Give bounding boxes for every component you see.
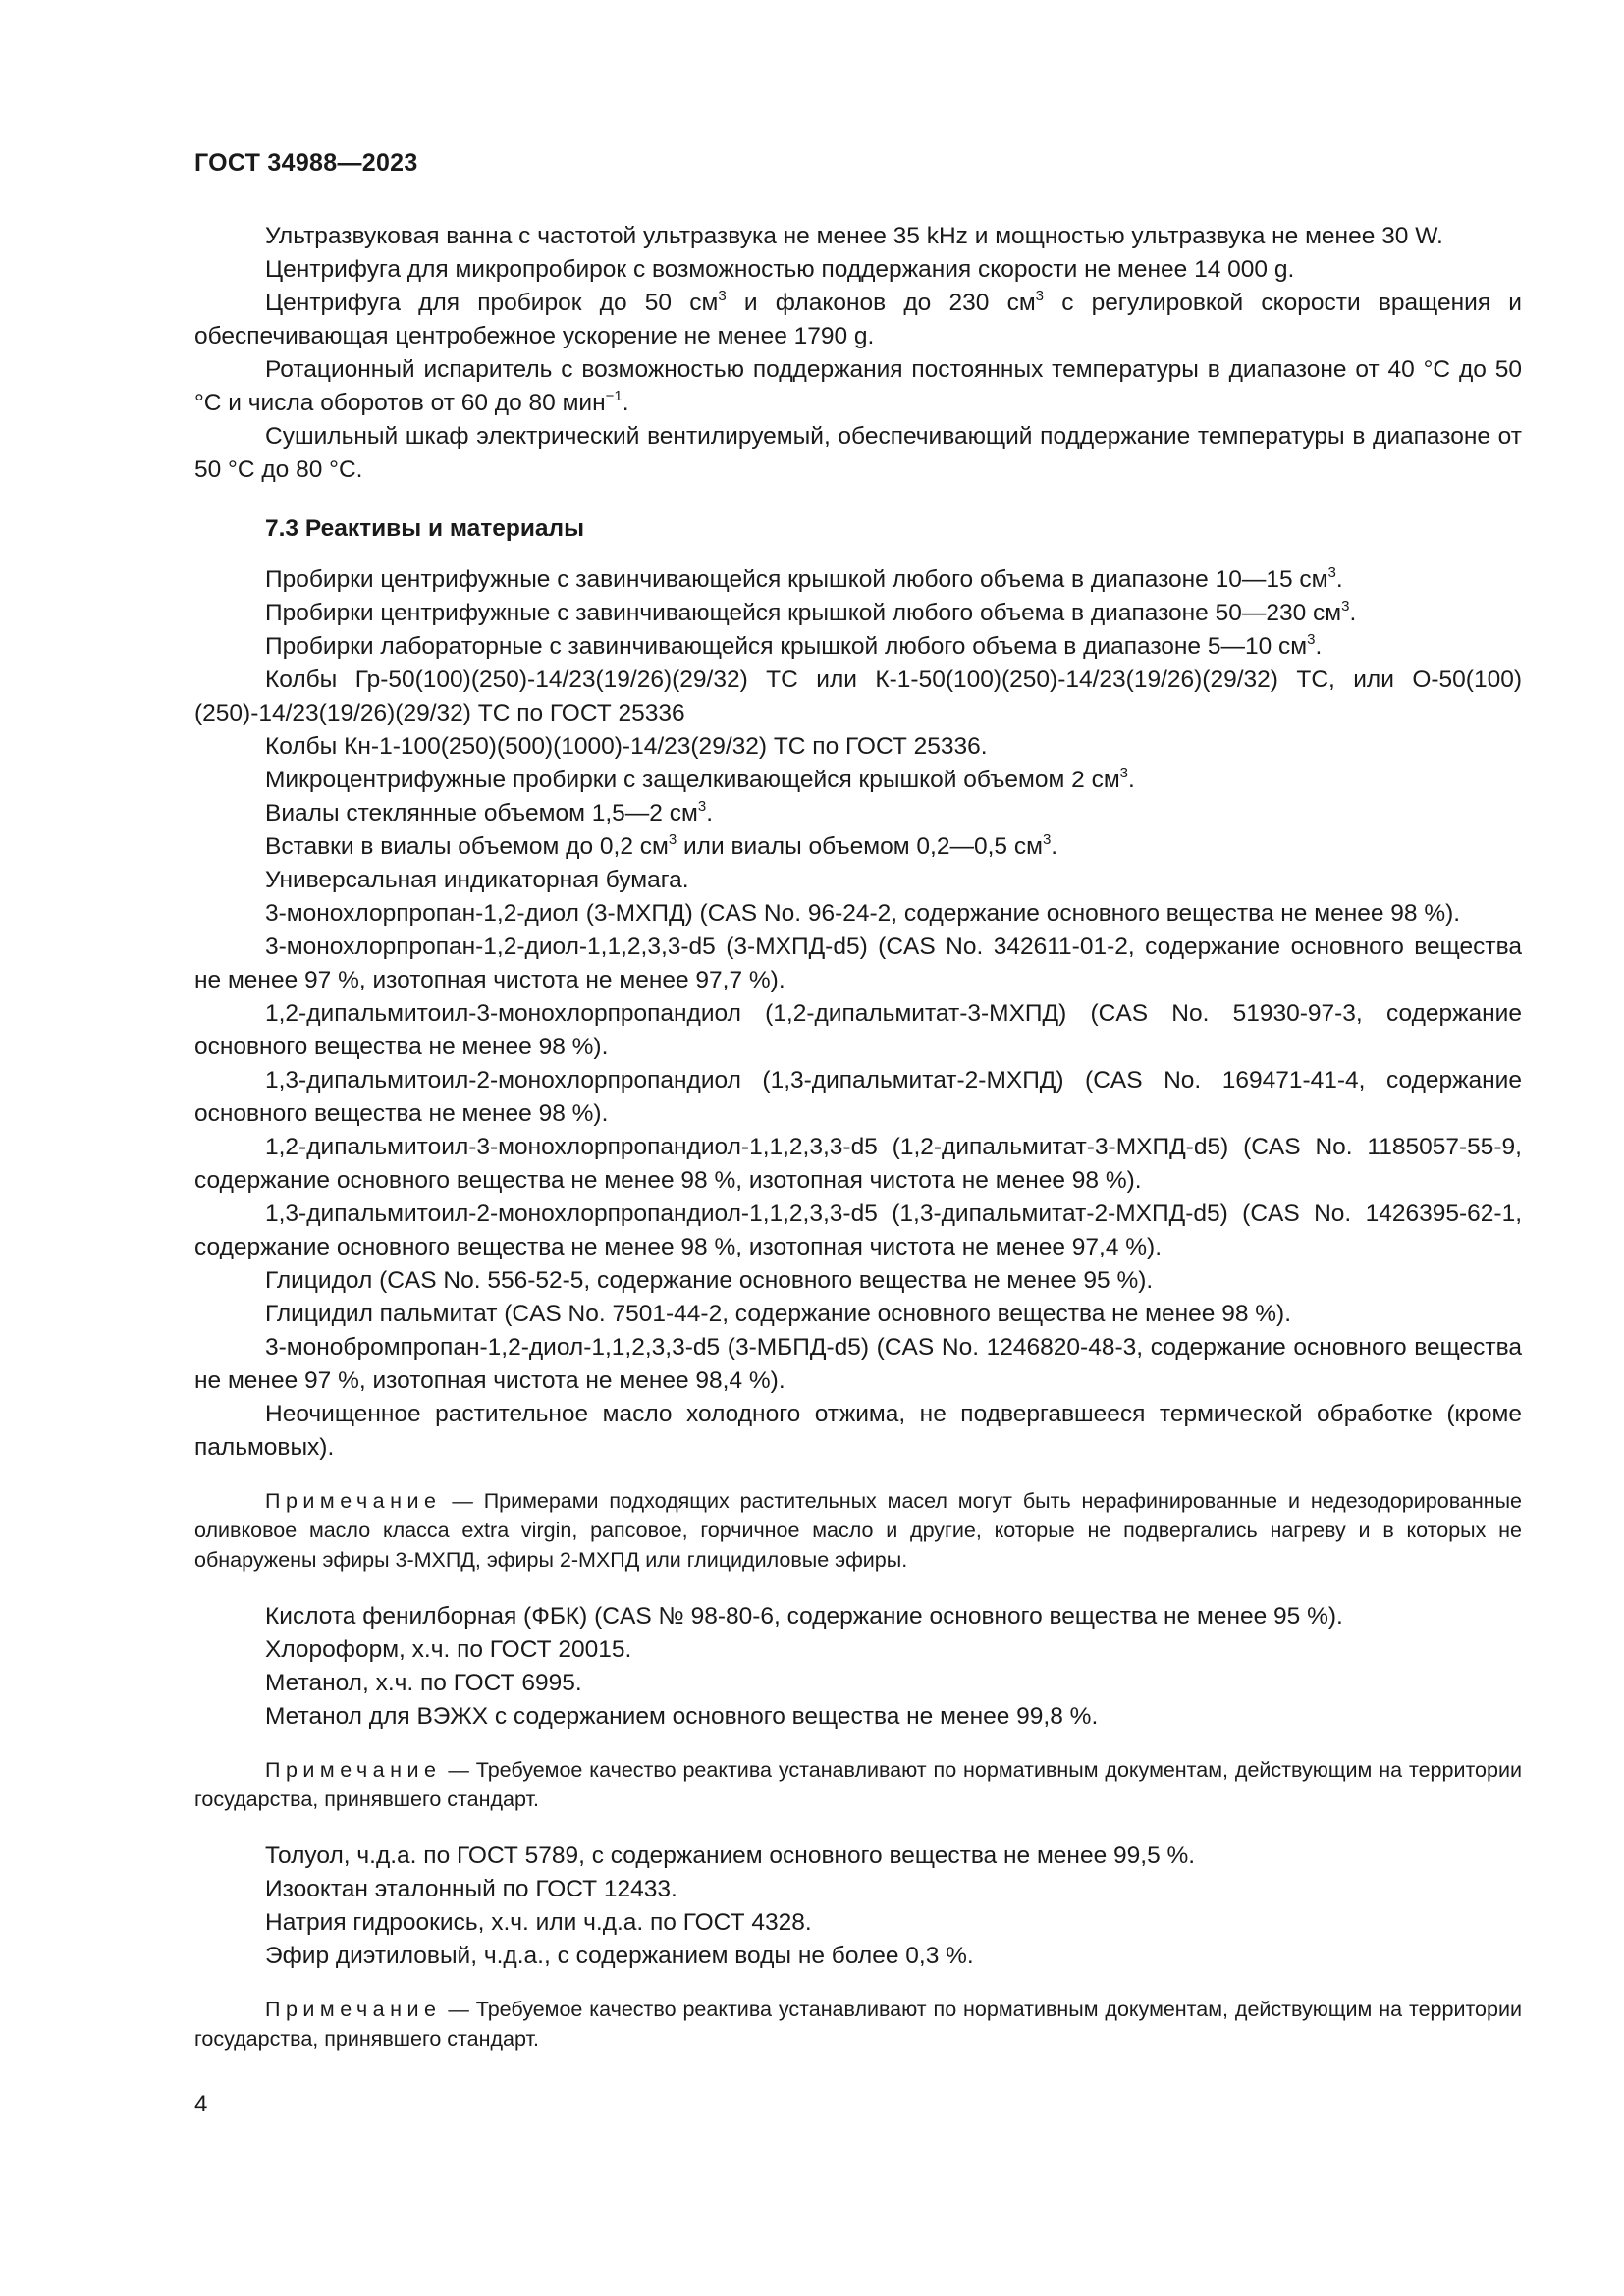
page-number: 4: [194, 2091, 208, 2117]
reagents-1-paragraph: 3-монобромпропан-1,2-диол-1,1,2,3,3-d5 (3-МБПД-d5) (CAS No. 1246820-48-3, содержание основного вещества не менее 97 %, изотопная чистота не менее 98,4 %).: [194, 1334, 1522, 1394]
note-label: Примечание: [265, 1758, 442, 1782]
section-title: 7.3 Реактивы и материалы: [265, 515, 585, 542]
note-text: — Требуемое качество реактива устанавливают по нормативным документам, действующим на территории государства, принявшего стандарт.: [194, 1998, 1522, 2051]
reagents-1-paragraph: Универсальная индикаторная бумага.: [265, 867, 689, 893]
note-text: — Требуемое качество реактива устанавливают по нормативным документам, действующим на территории государства, принявшего стандарт.: [194, 1758, 1522, 1811]
reagents-list-2: [194, 1600, 1522, 1734]
equipment-paragraph: Ротационный испаритель с возможностью поддержания постоянных температуры в диапазоне от 40 °С до 50 °С и числа оборотов от 60 до 80 мин$^{-1}$.: [194, 356, 1522, 416]
reagents-list-3: [194, 1840, 1522, 1973]
reagents-1-paragraph: Глицидил пальмитат (CAS No. 7501-44-2, содержание основного вещества не менее 98 %).: [265, 1301, 1292, 1327]
reagents-1-paragraph: 1,2-дипальмитоил-3-монохлорпропандиол-1,1,2,3,3-d5 (1,2-дипальмитат-3-МХПД-d5) (CAS No. 1185057-55-9, содержание основного вещества не менее 98 %, изотопная чистота не менее 98 %).: [194, 1134, 1522, 1194]
reagents-1-paragraph: 1,2-дипальмитоил-3-монохлорпропандиол (1,2-дипальмитат-3-МХПД) (CAS No. 51930-97-3, содержание основного вещества не менее 98 %).: [194, 1000, 1522, 1060]
reagents-3-paragraph: Изооктан эталонный по ГОСТ 12433.: [265, 1876, 677, 1902]
reagents-1-paragraph: Колбы Гр-50(100)(250)-14/23(19/26)(29/32) ТС или К-1-50(100)(250)-14/23(19/26)(29/32) ТС, или О-50(100)(250)-14/23(19/26)(29/32) ТС по ГОСТ 25336: [194, 667, 1522, 726]
reagents-1-paragraph: Пробирки центрифужные с завинчивающейся крышкой любого объема в диапазоне 50—230 $см^3$.: [265, 598, 1357, 626]
reagents-1-paragraph: Пробирки центрифужные с завинчивающейся крышкой любого объема в диапазоне 10—15 $см^3$.: [265, 564, 1343, 593]
reagents-1-paragraph: Колбы Кн-1-100(250)(500)(1000)-14/23(29/32) ТС по ГОСТ 25336.: [265, 733, 988, 760]
reagents-1-paragraph: 1,3-дипальмитоил-2-монохлорпропандиол-1,1,2,3,3-d5 (1,3-дипальмитат-2-МХПД-d5) (CAS No. 1426395-62-1, содержание основного вещества не менее 98 %, изотопная чистота не менее 97,4 %).: [194, 1201, 1522, 1260]
reagents-2-paragraph: Кислота фенилборная (ФБК) (CAS № 98-80-6, содержание основного вещества не менее 95 %).: [265, 1603, 1343, 1629]
reagents-1-paragraph: Неочищенное растительное масло холодного отжима, не подвергавшееся термической обработке (кроме пальмовых).: [194, 1401, 1522, 1461]
reagents-2-paragraph: Метанол, х.ч. по ГОСТ 6995.: [265, 1670, 582, 1696]
equipment-list: [194, 220, 1522, 487]
reagents-3-paragraph: Эфир диэтиловый, ч.д.а., с содержанием воды не более 0,3 %.: [265, 1943, 974, 1969]
equipment-paragraph: Сушильный шкаф электрический вентилируемый, обеспечивающий поддержание температуры в диапазоне от 50 °С до 80 °С.: [194, 423, 1522, 483]
reagents-1-paragraph: Виалы стеклянные объемом 1,5—2 $см^3$.: [265, 798, 713, 827]
reagents-3-paragraph: Толуол, ч.д.а. по ГОСТ 5789, с содержанием основного вещества не менее 99,5 %.: [265, 1842, 1196, 1869]
reagents-2-paragraph: Метанол для ВЭЖХ с содержанием основного вещества не менее 99,8 %.: [265, 1703, 1099, 1730]
document-header: ГОСТ 34988—2023: [194, 149, 418, 177]
reagents-1-paragraph: Вставки в виалы объемом до 0,2 $см^3$ или виалы объемом 0,2—0,5 $см^3$.: [265, 831, 1058, 860]
reagents-1-paragraph: Пробирки лабораторные с завинчивающейся крышкой любого объема в диапазоне 5—10 $см^3$.: [265, 631, 1323, 660]
reagents-list-1: [194, 563, 1522, 1465]
note-1: [194, 1486, 1522, 1575]
reagents-1-paragraph: Микроцентрифужные пробирки с защелкивающейся крышкой объемом 2 $см^3$.: [265, 765, 1135, 793]
equipment-paragraph: Ультразвуковая ванна с частотой ультразвука не менее 35 kHz и мощностью ультразвука не менее 30 W.: [265, 223, 1443, 249]
reagents-3-paragraph: Натрия гидроокись, х.ч. или ч.д.а. по ГОСТ 4328.: [265, 1909, 812, 1936]
note-2: [194, 1755, 1522, 1814]
reagents-1-paragraph: 3-монохлорпропан-1,2-диол (3-МХПД) (CAS No. 96-24-2, содержание основного вещества не менее 98 %).: [265, 900, 1461, 927]
reagents-1-paragraph: 3-монохлорпропан-1,2-диол-1,1,2,3,3-d5 (3-МХПД-d5) (CAS No. 342611-01-2, содержание основного вещества не менее 97 %, изотопная чистота не менее 97,7 %).: [194, 934, 1522, 993]
equipment-paragraph: Центрифуга для микропробирок с возможностью поддержания скорости не менее 14 000 g.: [265, 256, 1295, 283]
note-3: [194, 1995, 1522, 2054]
reagents-1-paragraph: Глицидол (CAS No. 556-52-5, содержание основного вещества не менее 95 %).: [265, 1267, 1154, 1294]
reagents-1-paragraph: 1,3-дипальмитоил-2-монохлорпропандиол (1,3-дипальмитат-2-МХПД) (CAS No. 169471-41-4, содержание основного вещества не менее 98 %).: [194, 1067, 1522, 1127]
note-label: Примечание: [265, 1489, 442, 1513]
note-label: Примечание: [265, 1998, 442, 2021]
equipment-paragraph: Центрифуга для пробирок до 50 $см^3$ и флаконов до 230 $см^3$ с регулировкой скорости вращения и обеспечивающая центробежное ускорение не менее 1790 g.: [194, 288, 1522, 349]
document-body: [194, 220, 1522, 2079]
reagents-2-paragraph: Хлороформ, х.ч. по ГОСТ 20015.: [265, 1636, 632, 1663]
note-text: — Примерами подходящих растительных масел могут быть нерафинированные и недезодорированные оливковое масло класса extra virgin, рапсовое, горчичное масло и другие, которые не подвергались нагреву и в которых не обнаружены эфиры 3-МХПД, эфиры 2-МХПД или глицидиловые эфиры.: [194, 1489, 1522, 1572]
